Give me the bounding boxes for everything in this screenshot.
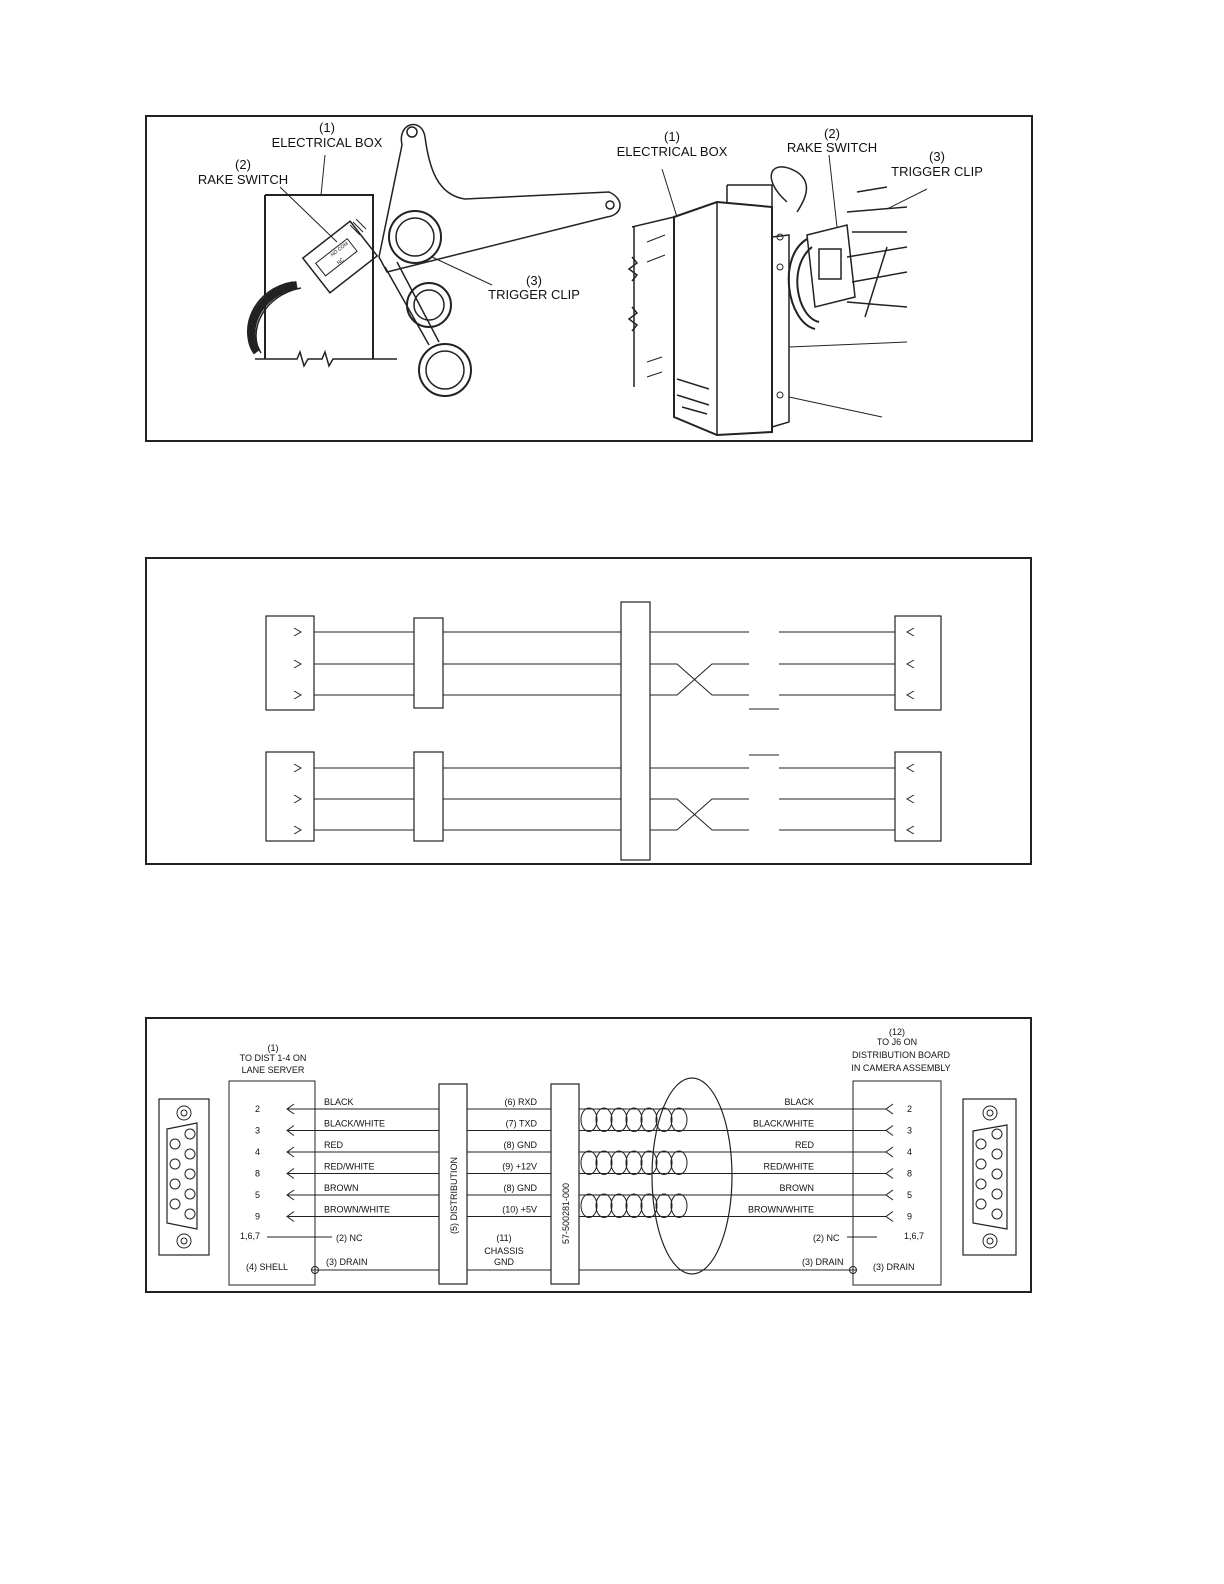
twisted-pair-loop	[596, 1151, 612, 1175]
left-nc-pins: 1,6,7	[240, 1231, 261, 1241]
right-pin-number: 9	[907, 1211, 913, 1222]
left-trigger-arm	[379, 125, 620, 396]
right-trigger-clip-number: (3)	[929, 149, 945, 164]
signal-label: (7) TXD	[505, 1118, 537, 1129]
left-pin-number: 3	[255, 1125, 261, 1136]
left-rake-switch-number: (2)	[235, 157, 251, 172]
left-wire-color: BROWN/WHITE	[324, 1204, 390, 1215]
right-connector-number: (12)	[888, 1027, 906, 1037]
connector-left-bottom	[266, 752, 314, 841]
left-pin-number: 4	[255, 1147, 261, 1157]
signal-label: (8) GND	[503, 1183, 537, 1193]
chassis-line1: CHASSIS	[484, 1246, 524, 1256]
right-nc-label: (2) NC	[813, 1233, 840, 1243]
right-arrow-icon	[886, 1169, 893, 1179]
left-wire-color: BROWN	[324, 1183, 359, 1193]
right-pin-number: 8	[907, 1168, 913, 1179]
twisted-pair-loop	[671, 1194, 687, 1218]
left-trigger-clip-number: (3)	[526, 273, 542, 288]
wire-layer	[255, 1097, 912, 1222]
signal-label: (10) +5V	[502, 1204, 537, 1215]
distribution-label: (5) DISTRIBUTION	[449, 1156, 459, 1234]
twisted-pair-loop	[596, 1194, 612, 1218]
top-wire-group	[314, 632, 895, 830]
right-wire-color: BROWN	[779, 1183, 814, 1193]
right-arrow-icon	[886, 1104, 893, 1114]
twisted-pair-loop	[671, 1108, 687, 1132]
twisted-pair-loop	[581, 1108, 597, 1132]
twisted-pair-loop	[596, 1108, 612, 1132]
right-pin-number: 5	[907, 1190, 913, 1200]
rake-switch-figure	[145, 115, 1033, 442]
right-arrow-icon	[886, 1147, 893, 1157]
rake-switch-illustration	[147, 117, 1035, 444]
right-pin-number: 4	[907, 1147, 913, 1157]
right-drain-mid-label: (3) DRAIN	[802, 1257, 844, 1267]
left-electrical-box-number: (1)	[319, 120, 335, 135]
left-wire-color: BLACK/WHITE	[324, 1118, 386, 1129]
twisted-pair-loop	[581, 1151, 597, 1175]
signal-label: (9) +12V	[502, 1161, 537, 1172]
db9-connector-left-icon	[159, 1099, 209, 1255]
twisted-pair-loop	[626, 1108, 642, 1132]
right-wire-color: RED	[794, 1140, 814, 1150]
left-pin-number: 9	[255, 1211, 261, 1222]
left-connector-box	[229, 1081, 315, 1285]
right-connector-line3: IN CAMERA ASSEMBLY	[851, 1063, 951, 1073]
left-wire-color: RED	[324, 1140, 344, 1150]
junction-bottom	[414, 752, 443, 841]
twisted-pair-loop	[581, 1194, 597, 1218]
twisted-pair-loop	[671, 1151, 687, 1175]
right-connector-box	[853, 1081, 941, 1285]
left-rake-switch	[303, 219, 377, 293]
left-connector-line1: TO DIST 1-4 ON	[239, 1053, 307, 1063]
cable-pinout-drawing	[147, 1019, 1034, 1295]
left-rake-switch-label: RAKE SWITCH	[197, 172, 289, 187]
right-pin-number: 3	[907, 1125, 913, 1136]
connector-right-bottom	[895, 752, 941, 841]
right-wire-color: BROWN/WHITE	[748, 1204, 814, 1215]
connector-left-top	[266, 616, 314, 710]
right-arrow-icon	[886, 1212, 893, 1222]
signal-label: (8) GND	[503, 1140, 537, 1150]
twisted-pair-loop	[626, 1194, 642, 1218]
right-connector-line1: TO J6 ON	[876, 1037, 918, 1047]
left-nc-label: (2) NC	[336, 1233, 363, 1243]
right-nc-pins: 1,6,7	[904, 1231, 925, 1241]
left-electrical-box	[248, 195, 397, 366]
signal-label: (6) RXD	[504, 1097, 537, 1107]
right-connector-line2: DISTRIBUTION BOARD	[851, 1050, 951, 1060]
svg-text:NO COM: NO COM	[329, 240, 350, 259]
connector-right-top	[895, 616, 941, 710]
left-connector-line2: LANE SERVER	[241, 1065, 305, 1075]
db9-connector-right-icon	[963, 1099, 1016, 1255]
right-electrical-box-number: (1)	[664, 129, 680, 144]
right-rake-switch	[771, 167, 907, 329]
right-pin-number: 2	[907, 1104, 913, 1114]
twisted-pair-coils	[652, 1078, 732, 1274]
twisted-pair-loop	[641, 1194, 657, 1218]
chassis-number: (11)	[496, 1233, 512, 1243]
left-trigger-clip-label: TRIGGER CLIP	[488, 287, 580, 302]
right-wire-color: BLACK	[784, 1097, 814, 1107]
junction-top	[414, 618, 443, 708]
shield-ellipse	[652, 1078, 732, 1274]
right-wire-color: RED/WHITE	[763, 1161, 814, 1172]
cable-pinout-schematic	[145, 1017, 1032, 1293]
left-drain-label: (3) DRAIN	[326, 1257, 368, 1267]
right-drain-label: (3) DRAIN	[873, 1262, 915, 1272]
chassis-line2: GND	[494, 1257, 514, 1267]
distribution-bar	[621, 602, 650, 860]
twisted-pair-coil-layer	[581, 1108, 687, 1218]
wiring-schematic	[145, 557, 1032, 865]
twisted-pair-loop	[611, 1151, 627, 1175]
right-electrical-box-label: ELECTRICAL BOX	[616, 144, 728, 159]
right-rake-switch-label: RAKE SWITCH	[786, 140, 878, 155]
left-electrical-box-label: ELECTRICAL BOX	[271, 135, 383, 150]
right-arrow-icon	[886, 1126, 893, 1136]
left-wire-color: BLACK	[324, 1097, 354, 1107]
right-wire-color: BLACK/WHITE	[752, 1118, 814, 1129]
wiring-schematic-drawing	[147, 559, 1034, 867]
part-number-label: 57-500281-000	[561, 1182, 571, 1244]
twisted-pair-loop	[611, 1108, 627, 1132]
left-pin-number: 8	[255, 1168, 261, 1179]
right-electrical-box	[629, 185, 907, 435]
right-rake-switch-number: (2)	[824, 126, 840, 141]
left-wire-color: RED/WHITE	[324, 1161, 375, 1172]
twisted-pair-loop	[656, 1151, 672, 1175]
twisted-pair-loop	[641, 1151, 657, 1175]
twisted-pair-loop	[641, 1108, 657, 1132]
svg-text:NC: NC	[335, 257, 346, 267]
left-connector-number: (1)	[267, 1043, 279, 1053]
right-trigger-clip-label: TRIGGER CLIP	[891, 164, 983, 179]
left-pin-number: 5	[255, 1190, 261, 1200]
left-pin-number: 2	[255, 1104, 261, 1114]
twisted-pair-loop	[656, 1194, 672, 1218]
twisted-pair-loop	[656, 1108, 672, 1132]
twisted-pair-loop	[626, 1151, 642, 1175]
twisted-pair-loop	[611, 1194, 627, 1218]
right-arrow-icon	[886, 1190, 893, 1200]
shell-label: (4) SHELL	[246, 1262, 289, 1272]
chevrons	[294, 628, 914, 834]
